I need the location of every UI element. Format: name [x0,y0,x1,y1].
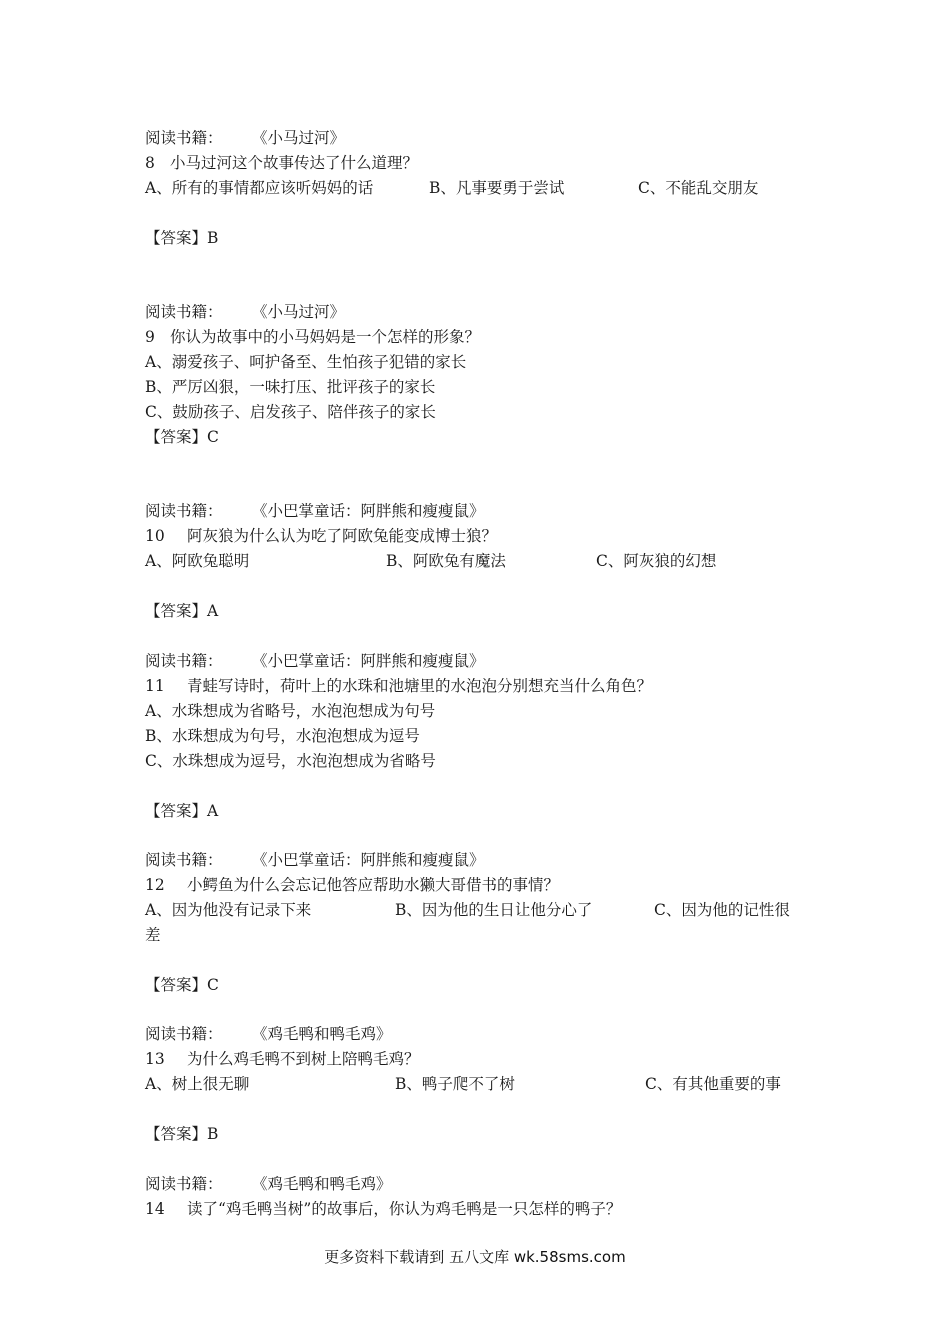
answer-line: 【答案】B [145,229,219,247]
option-c-continued: 差 [145,926,161,944]
option-a: A、因为他没有记录下来 [145,901,312,919]
book-line: 阅读书籍： 《鸡毛鸭和鸭毛鸡》 [145,1025,392,1043]
option-c: C、阿灰狼的幻想 [596,552,717,570]
option-c: C、有其他重要的事 [645,1075,781,1093]
answer-line: 【答案】C [145,976,219,994]
question-line: 13 为什么鸡毛鸭不到树上陪鸭毛鸡？ [145,1050,420,1068]
question-line: 10 阿灰狼为什么认为吃了阿欧兔能变成博士狼？ [145,527,498,545]
option-b: B、凡事要勇于尝试 [429,179,565,197]
option-a: A、阿欧兔聪明 [145,552,250,570]
book-line: 阅读书籍： 《小巴掌童话：阿胖熊和瘦瘦鼠》 [145,502,485,520]
options-line [145,900,845,1000]
option-a: A、所有的事情都应该听妈妈的话 [145,179,374,197]
option-c: C、水珠想成为逗号，水泡泡想成为省略号 [145,752,436,770]
options-line [145,178,845,278]
option-c: C、因为他的记性很 [654,901,790,919]
book-line: 阅读书籍： 《小马过河》 [145,303,346,321]
option-a: A、溺爱孩子、呵护备至、生怕孩子犯错的家长 [145,353,467,371]
option-c: C、鼓励孩子、启发孩子、陪伴孩子的家长 [145,403,436,421]
option-a: A、水珠想成为省略号，水泡泡想成为句号 [145,702,436,720]
question-line: 8 小马过河这个故事传达了什么道理？ [145,154,419,172]
book-line: 阅读书籍： 《小巴掌童话：阿胖熊和瘦瘦鼠》 [145,652,485,670]
options-line [145,551,845,651]
answer-line: 【答案】A [145,802,219,820]
option-b: B、水珠想成为句号，水泡泡想成为逗号 [145,727,420,745]
answer-line: 【答案】C [145,428,219,446]
option-b: B、因为他的生日让他分心了 [395,901,593,919]
answer-line: 【答案】B [145,1125,219,1143]
page-footer: 更多资料下载请到 五八文库 wk.58sms.com [324,1248,626,1266]
answer-line: 【答案】A [145,602,219,620]
book-line: 阅读书籍： 《小巴掌童话：阿胖熊和瘦瘦鼠》 [145,851,485,869]
question-line: 11 青蛙写诗时，荷叶上的水珠和池塘里的水泡泡分别想充当什么角色？ [145,677,653,695]
question-line: 12 小鳄鱼为什么会忘记他答应帮助水獭大哥借书的事情？ [145,876,560,894]
book-line: 阅读书籍： 《鸡毛鸭和鸭毛鸡》 [145,1175,392,1193]
option-a: A、树上很无聊 [145,1075,250,1093]
option-b: B、严厉凶狠，一味打压、批评孩子的家长 [145,378,436,396]
option-b: B、鸭子爬不了树 [395,1075,515,1093]
option-c: C、不能乱交朋友 [638,179,759,197]
option-b: B、阿欧兔有魔法 [386,552,506,570]
book-line: 阅读书籍： 《小马过河》 [145,129,346,147]
options-line [145,1074,845,1174]
question-line: 9 你认为故事中的小马妈妈是一个怎样的形象？ [145,328,481,346]
question-line: 14 读了“鸡毛鸭当树”的故事后，你认为鸡毛鸭是一只怎样的鸭子？ [145,1200,622,1218]
